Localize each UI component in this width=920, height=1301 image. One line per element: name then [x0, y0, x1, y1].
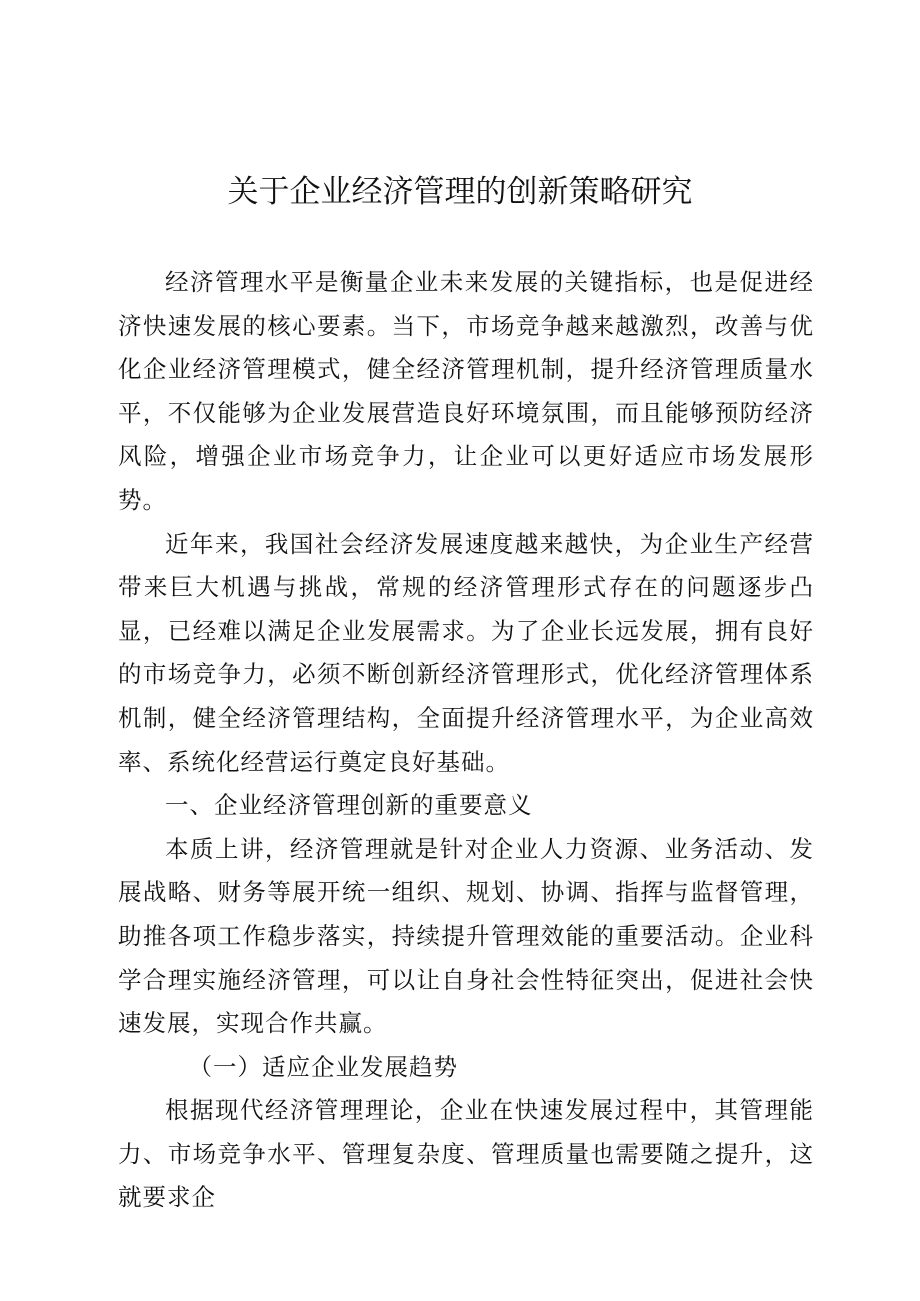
subsection-heading-1: （一）适应企业发展趋势	[188, 1052, 458, 1081]
paragraph-intro: 经济管理水平是衡量企业未来发展的关键指标，也是促进经济快速发展的核心要素。当下，市场竞争越来越激烈，改善与优化企业经济管理模式，健全经济管理机制，提升经济管理质量水平，不仅能够为企业发展营造良好环境氛围，而且能够预防经济风险，增强企业市场竞争力，让企业可以更好适应市场发展形势。	[118, 268, 814, 514]
paragraph-subsection-1: 根据现代经济管理理论，企业在快速发展过程中，其管理能力、市场竞争水平、管理复杂度、管理质量也需要随之提升，这就要求企	[118, 1096, 814, 1212]
paragraph-section-1: 本质上讲，经济管理就是针对企业人力资源、业务活动、发展战略、财务等展开统一组织、规划、协调、指挥与监督管理，助推各项工作稳步落实，持续提升管理效能的重要活动。企业科学合理实施经济管理，可以让自身社会性特征突出，促进社会快速发展，实现合作共赢。	[118, 834, 814, 1038]
document-title: 关于企业经济管理的创新策略研究	[227, 174, 693, 210]
paragraph-background: 近年来，我国社会经济发展速度越来越快，为企业生产经营带来巨大机遇与挑战，常规的经济管理形式存在的问题逐步凸显，已经难以满足企业发展需求。为了企业长远发展，拥有良好的市场竞争力，必须不断创新经济管理形式，优化经济管理体系机制，健全经济管理结构，全面提升经济管理水平，为企业高效率、系统化经营运行奠定良好基础。	[118, 529, 814, 776]
section-heading-1: 一、企业经济管理创新的重要意义	[165, 791, 533, 820]
document-body	[118, 261, 814, 1220]
